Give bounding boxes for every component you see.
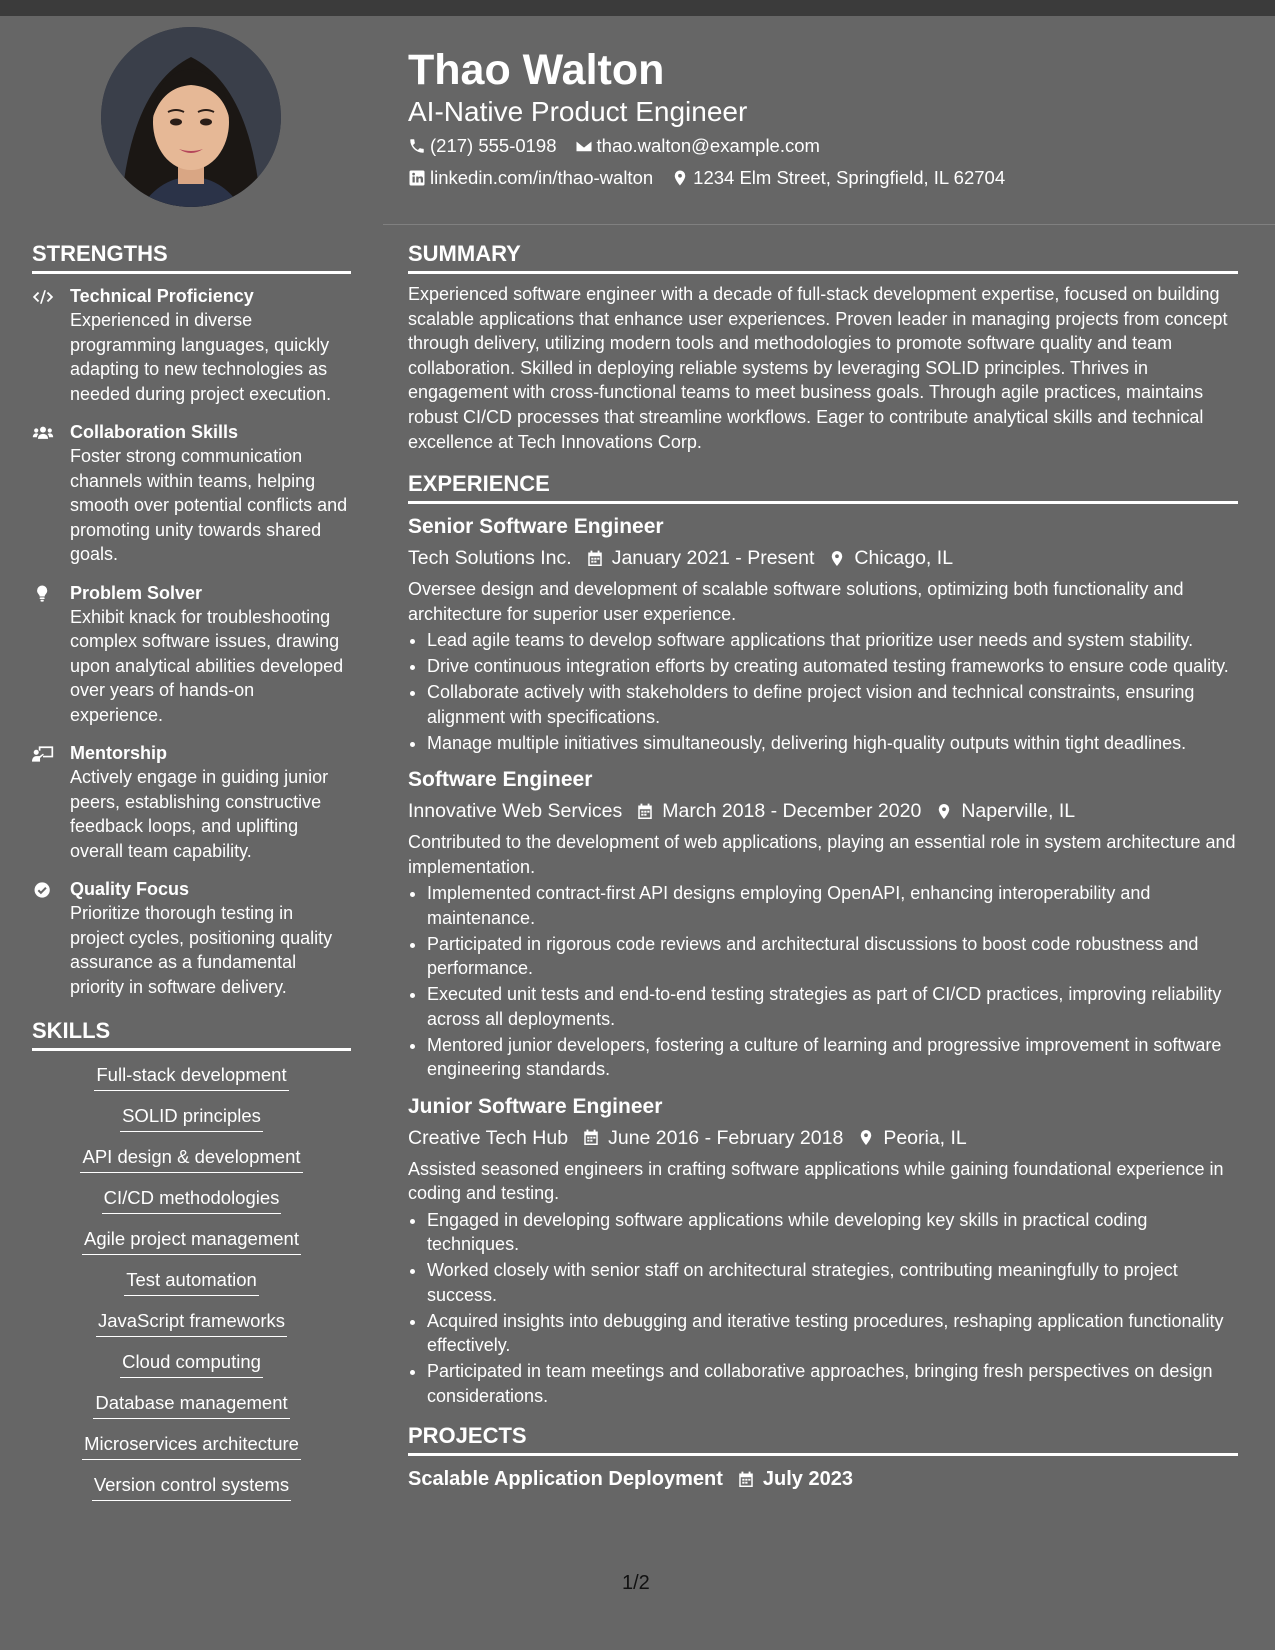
calendar-icon	[737, 1470, 755, 1489]
job-location: Chicago, IL	[854, 547, 954, 570]
header-divider	[383, 224, 1275, 225]
envelope-icon	[575, 137, 593, 155]
project-title: Scalable Application Deployment	[408, 1468, 723, 1491]
strength-item	[32, 741, 351, 863]
strength-desc: Experienced in diverse programming languages, quickly adapting to new technologies as needed during project execution.	[70, 310, 332, 404]
strengths-list	[32, 284, 351, 999]
job-bullet: • Mentored junior developers, fostering a culture of learning and progressive improvement in software engineering standards.	[427, 1033, 1238, 1082]
map-marker-icon	[935, 802, 953, 821]
job-bullet: • Participated in team meetings and collaborative approaches, bringing fresh perspectives on design considerations.	[427, 1359, 1238, 1408]
linkedin-contact[interactable]	[408, 166, 653, 190]
job-bullet: • Collaborate actively with stakeholders to define project vision and technical constraints, ensuring alignment with specifications.	[427, 680, 1238, 729]
contact-row-2	[408, 166, 1005, 190]
address-text: 1234 Elm Street, Springfield, IL 62704	[693, 167, 1006, 188]
job-bullets	[408, 881, 1238, 1082]
job-company: Creative Tech Hub	[408, 1126, 569, 1149]
job-dates: March 2018 - December 2020	[662, 800, 922, 823]
users-icon	[32, 423, 54, 443]
linkedin-icon	[408, 169, 426, 187]
contact-row-1	[408, 134, 820, 158]
job-dates: January 2021 - Present	[611, 547, 815, 570]
candidate-name: Thao Walton	[408, 46, 665, 94]
map-marker-icon	[857, 1128, 875, 1147]
email-text[interactable]: thao.walton@example.com	[596, 135, 820, 156]
calendar-icon	[636, 802, 654, 821]
job-company: Tech Solutions Inc.	[408, 547, 572, 570]
project-entry	[408, 1464, 1238, 1494]
skill-tag: Agile project management	[82, 1227, 301, 1255]
strengths-heading: STRENGTHS	[32, 240, 351, 274]
strength-desc: Exhibit knack for troubleshooting complex software issues, drawing upon analytical abilities developed over years of hands-on experience.	[70, 606, 344, 725]
experience-heading: EXPERIENCE	[408, 470, 1238, 504]
project-date: July 2023	[762, 1468, 853, 1491]
profile-photo	[101, 27, 281, 207]
skill-tag: JavaScript frameworks	[96, 1309, 287, 1337]
job-meta	[408, 796, 1238, 826]
sidebar	[32, 240, 351, 1501]
job-entry	[408, 512, 1238, 755]
phone-icon	[408, 137, 426, 155]
strength-item	[32, 581, 351, 728]
job-bullet: • Implemented contract-first API designs employing OpenAPI, enhancing interoperability and maintenance.	[427, 881, 1238, 930]
skills-heading: SKILLS	[32, 1017, 351, 1051]
strength-title: Collaboration Skills	[70, 422, 239, 442]
strength-title: Mentorship	[70, 743, 167, 763]
top-bar	[0, 0, 1275, 16]
skill-tag: Cloud computing	[120, 1350, 263, 1378]
calendar-icon	[582, 1128, 600, 1147]
skill-tag: SOLID principles	[120, 1104, 263, 1132]
strength-desc: Foster strong communication channels within teams, helping smooth over potential conflicts and promoting unity towards shared goals.	[70, 446, 348, 564]
strength-title: Problem Solver	[70, 582, 203, 603]
strength-item	[32, 420, 351, 567]
chalkboard-teacher-icon	[32, 744, 54, 764]
lightbulb-icon	[32, 584, 54, 604]
page-number: 1/2	[622, 1572, 650, 1594]
job-entry	[408, 765, 1238, 1082]
job-title: Junior Software Engineer	[408, 1094, 663, 1118]
job-description: Assisted seasoned engineers in crafting software applications while gaining foundational experience in coding and testing.	[408, 1158, 1224, 1204]
main-content	[408, 240, 1238, 1494]
summary-text: Experienced software engineer with a decade of full-stack development expertise, focused on building scalable applications that enhance user experiences. Proven leader in managing projects from concept through delivery, utilizing modern tools and methodologies to promote software quality and team collaboration. Skilled in deploying reliable systems by leveraging SOLID principles. Thrives in engagement with cross-functional teams to meet business goals. Through agile practices, maintains robust CI/CD processes that streamline workflows. Eager to contribute analytical skills and technical excellence at Tech Innovations Corp.	[408, 284, 1228, 452]
job-dates: June 2016 - February 2018	[608, 1126, 844, 1149]
skills-list	[32, 1063, 351, 1501]
job-bullets	[408, 628, 1238, 755]
job-description: Oversee design and development of scalable software solutions, optimizing both functionality and architecture for superior user experience.	[408, 579, 1184, 624]
candidate-title: AI-Native Product Engineer	[408, 96, 748, 127]
skill-tag: Full-stack development	[94, 1063, 288, 1091]
map-marker-icon	[828, 549, 846, 568]
skill-tag: API design & development	[80, 1145, 302, 1173]
job-meta	[408, 543, 1238, 573]
skill-tag: Database management	[93, 1391, 289, 1419]
skill-tag: CI/CD methodologies	[102, 1186, 282, 1214]
strength-title: Technical Proficiency	[70, 286, 254, 306]
job-bullet: • Acquired insights into debugging and iterative testing procedures, reshaping application functionality effectively.	[427, 1309, 1238, 1358]
job-location: Peoria, IL	[883, 1126, 967, 1149]
calendar-icon	[586, 549, 604, 568]
strength-desc: Actively engage in guiding junior peers, establishing constructive feedback loops, and uplifting overall team capability.	[70, 767, 329, 861]
strength-item	[32, 877, 351, 999]
job-bullets	[408, 1208, 1238, 1409]
strength-title: Quality Focus	[70, 879, 190, 899]
summary-heading: SUMMARY	[408, 240, 1238, 274]
job-description: Contributed to the development of web applications, playing an essential role in system architecture and implementation.	[408, 832, 1236, 877]
check-circle-icon	[32, 880, 54, 900]
strength-desc: Prioritize thorough testing in project cycles, positioning quality assurance as a fundamental priority in software delivery.	[70, 903, 333, 997]
job-bullet: • Drive continuous integration efforts by creating automated testing frameworks to ensure code quality.	[427, 654, 1238, 679]
job-bullet: • Engaged in developing software applications while developing key skills in practical coding techniques.	[427, 1208, 1238, 1257]
skill-tag: Test automation	[124, 1268, 259, 1296]
job-bullet: • Executed unit tests and end-to-end testing strategies as part of CI/CD practices, improving reliability across all deployments.	[427, 982, 1238, 1031]
linkedin-text[interactable]: linkedin.com/in/thao-walton	[430, 167, 654, 188]
address-contact	[671, 166, 1005, 190]
job-bullet: • Lead agile teams to develop software applications that prioritize user needs and system stability.	[427, 628, 1238, 653]
email-contact[interactable]	[575, 134, 820, 158]
phone-text: (217) 555-0198	[430, 135, 557, 156]
job-company: Innovative Web Services	[408, 800, 623, 823]
job-bullet: • Worked closely with senior staff on architectural strategies, contributing meaningfully to project success.	[427, 1258, 1238, 1307]
skill-tag: Microservices architecture	[82, 1432, 301, 1460]
map-marker-icon	[671, 169, 689, 187]
code-icon	[32, 287, 54, 307]
job-bullet: • Manage multiple initiatives simultaneously, delivering high-quality outputs within tight deadlines.	[427, 731, 1238, 756]
job-location: Naperville, IL	[961, 800, 1076, 823]
skill-tag: Version control systems	[92, 1473, 291, 1501]
job-title: Senior Software Engineer	[408, 515, 664, 539]
phone-contact	[408, 134, 557, 158]
job-entry	[408, 1092, 1238, 1409]
strength-item	[32, 284, 351, 406]
projects-heading: PROJECTS	[408, 1422, 1238, 1456]
job-meta	[408, 1123, 1238, 1153]
job-title: Software Engineer	[408, 768, 593, 792]
job-bullet: • Participated in rigorous code reviews and architectural discussions to boost code robustness and performance.	[427, 932, 1238, 981]
